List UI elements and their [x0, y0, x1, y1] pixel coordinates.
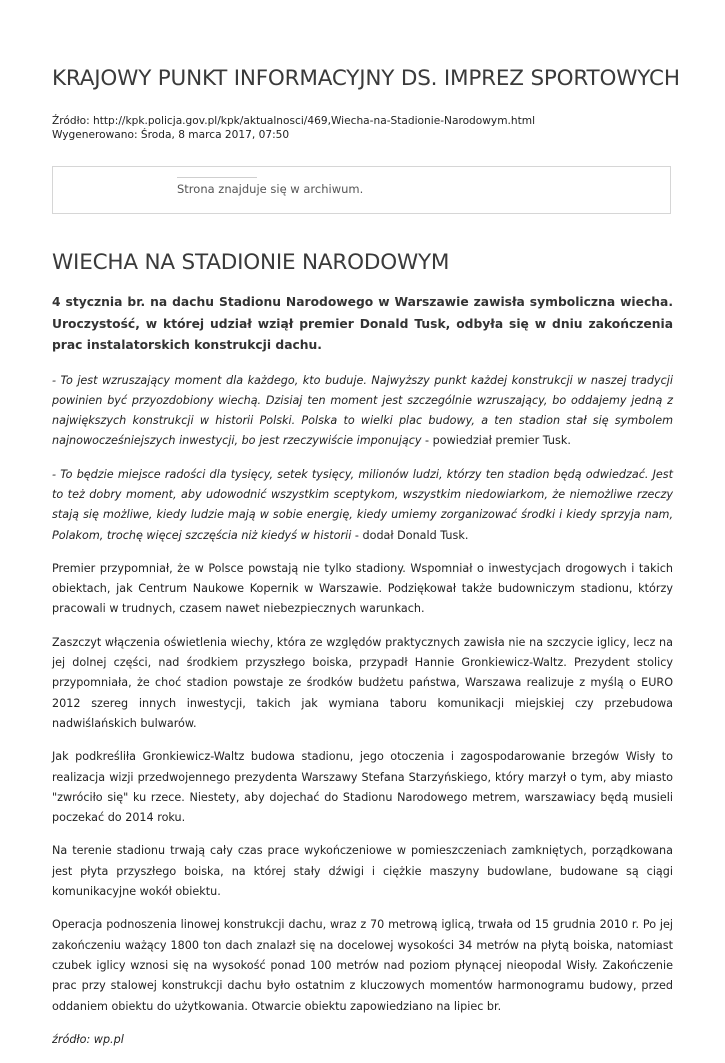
- body-paragraph: Jak podkreśliła Gronkiewicz-Waltz budowa stadionu, jego otoczenia i zagospodarowanie brzegów Wisły to realizacja wizji przedwojennego prezydenta Warszawy Stefana Starzyńskiego, który marzył o tym, aby miasto "zwróciło się" ku rzece. Niestety, aby dojechać do Stadionu Narodowego metrem, warszawiacy będą musieli poczekać do 2014 roku.: [52, 750, 673, 825]
- quote-attribution-2: - dodał Donald Tusk.: [351, 528, 469, 542]
- body-paragraph: Na terenie stadionu trwają cały czas prace wykończeniowe w pomieszczeniach zamkniętych, porządkowana jest płyta przyszłego boiska, na której stały dźwigi i ciężkie maszyny budowlane, budowane są ciągi komunikacyjne wokół obiektu.: [52, 844, 673, 899]
- article-title: WIECHA NA STADIONIE NARODOWYM: [52, 250, 450, 275]
- archive-divider: [177, 177, 257, 178]
- body-paragraph: Operacja podnoszenia linowej konstrukcji dachu, wraz z 70 metrową iglicą, trwała od 15 grudnia 2010 r. Po jej zakończeniu ważący 1800 ton dach znalazł się na docelowej wysokości 34 metrów na płytą boiska, natomiast czubek iglicy wznosi się na wysokość ponad 100 metrów nad poziom płynącej nieopodal Wisły. Zakończenie prac przy stalowej konstrukcji dachu było ostatnim z kluczowych momentów harmonogramu budowy, przed oddaniem obiektu do użytkowania. Otwarcie obiektu zapowiedziano na lipiec br.: [52, 918, 673, 1013]
- archive-notice-box: [52, 166, 671, 214]
- quote-text-1: - To jest wzruszający moment dla każdego, kto buduje. Najwyższy punkt każdej konstrukcji w naszej tradycji powinien być przyozdobiony wiechą. Dzisiaj ten moment jest szczególnie wzruszający, bo oddajemy jedną z największych konstrukcji w historii Polski. Polska to wielki plac budowy, a ten stadion stał się symbolem najnowocześniejszych inwestycji, bo jest rzeczywiście imponujący: [52, 373, 673, 448]
- body-paragraph: Premier przypomniał, że w Polsce powstają nie tylko stadiony. Wspomniał o inwestycjach drogowych i takich obiektach, jak Centrum Naukowe Kopernik w Warszawie. Podziękował także budowniczym stadionu, którzy pracowali w trudnych, czasem nawet niebezpiecznych warunkach.: [52, 561, 673, 616]
- quote-paragraph-2: [52, 465, 673, 546]
- quote-text-2: - To będzie miejsce radości dla tysięcy, setek tysięcy, milionów ludzi, którzy ten stadion będą odwiedzać. Jest to też dobry moment, aby udowodnić wszystkim sceptykom, wszystkim niedowiarkom, że niemożliwe rzeczy stają się możliwe, kiedy ludzie mają w sobie energię, kiedy umiemy zorganizować środki i kiedy sprzyja nam, Polakom, trochę więcej szczęścia niż kiedyś w historii: [52, 467, 673, 542]
- article-body: [52, 292, 673, 1063]
- archive-notice: Strona znajduje się w archiwum.: [177, 182, 364, 196]
- generated-date-line: Wygenerowano: Środa, 8 marca 2017, 07:50: [52, 129, 290, 141]
- site-title: KRAJOWY PUNKT INFORMACYJNY DS. IMPREZ SPORTOWYCH: [52, 66, 680, 91]
- document-meta: [52, 114, 535, 142]
- quote-paragraph-1: [52, 371, 673, 452]
- body-paragraph: Zaszczyt włączenia oświetlenia wiechy, która ze względów praktycznych zawisła nie na szczycie iglicy, lecz na jej dolnej części, nad środkiem przyszłego boiska, przypadł Hannie Gronkiewicz-Waltz. Prezydent stolicy przypomniała, że choć stadion powstaje ze środków budżetu państwa, Warszawa realizuje z myślą o EURO 2012 szereg innych inwestycji, takich jak wymiana taboru komunikacji miejskiej czy przebudowa nadwiślańskich bulwarów.: [52, 635, 673, 730]
- article-lead: 4 stycznia br. na dachu Stadionu Narodowego w Warszawie zawisła symboliczna wiecha. Uroczystość, w której udział wziął premier Donald Tusk, odbyła się w dniu zakończenia prac instalatorskich konstrukcji dachu.: [52, 295, 673, 352]
- quote-attribution-1: - powiedział premier Tusk.: [421, 434, 571, 448]
- source-url-line: Źródło: http://kpk.policja.gov.pl/kpk/aktualnosci/469,Wiecha-na-Stadionie-Narodowym.html: [52, 115, 536, 127]
- article-source: źródło: wp.pl: [52, 1032, 124, 1046]
